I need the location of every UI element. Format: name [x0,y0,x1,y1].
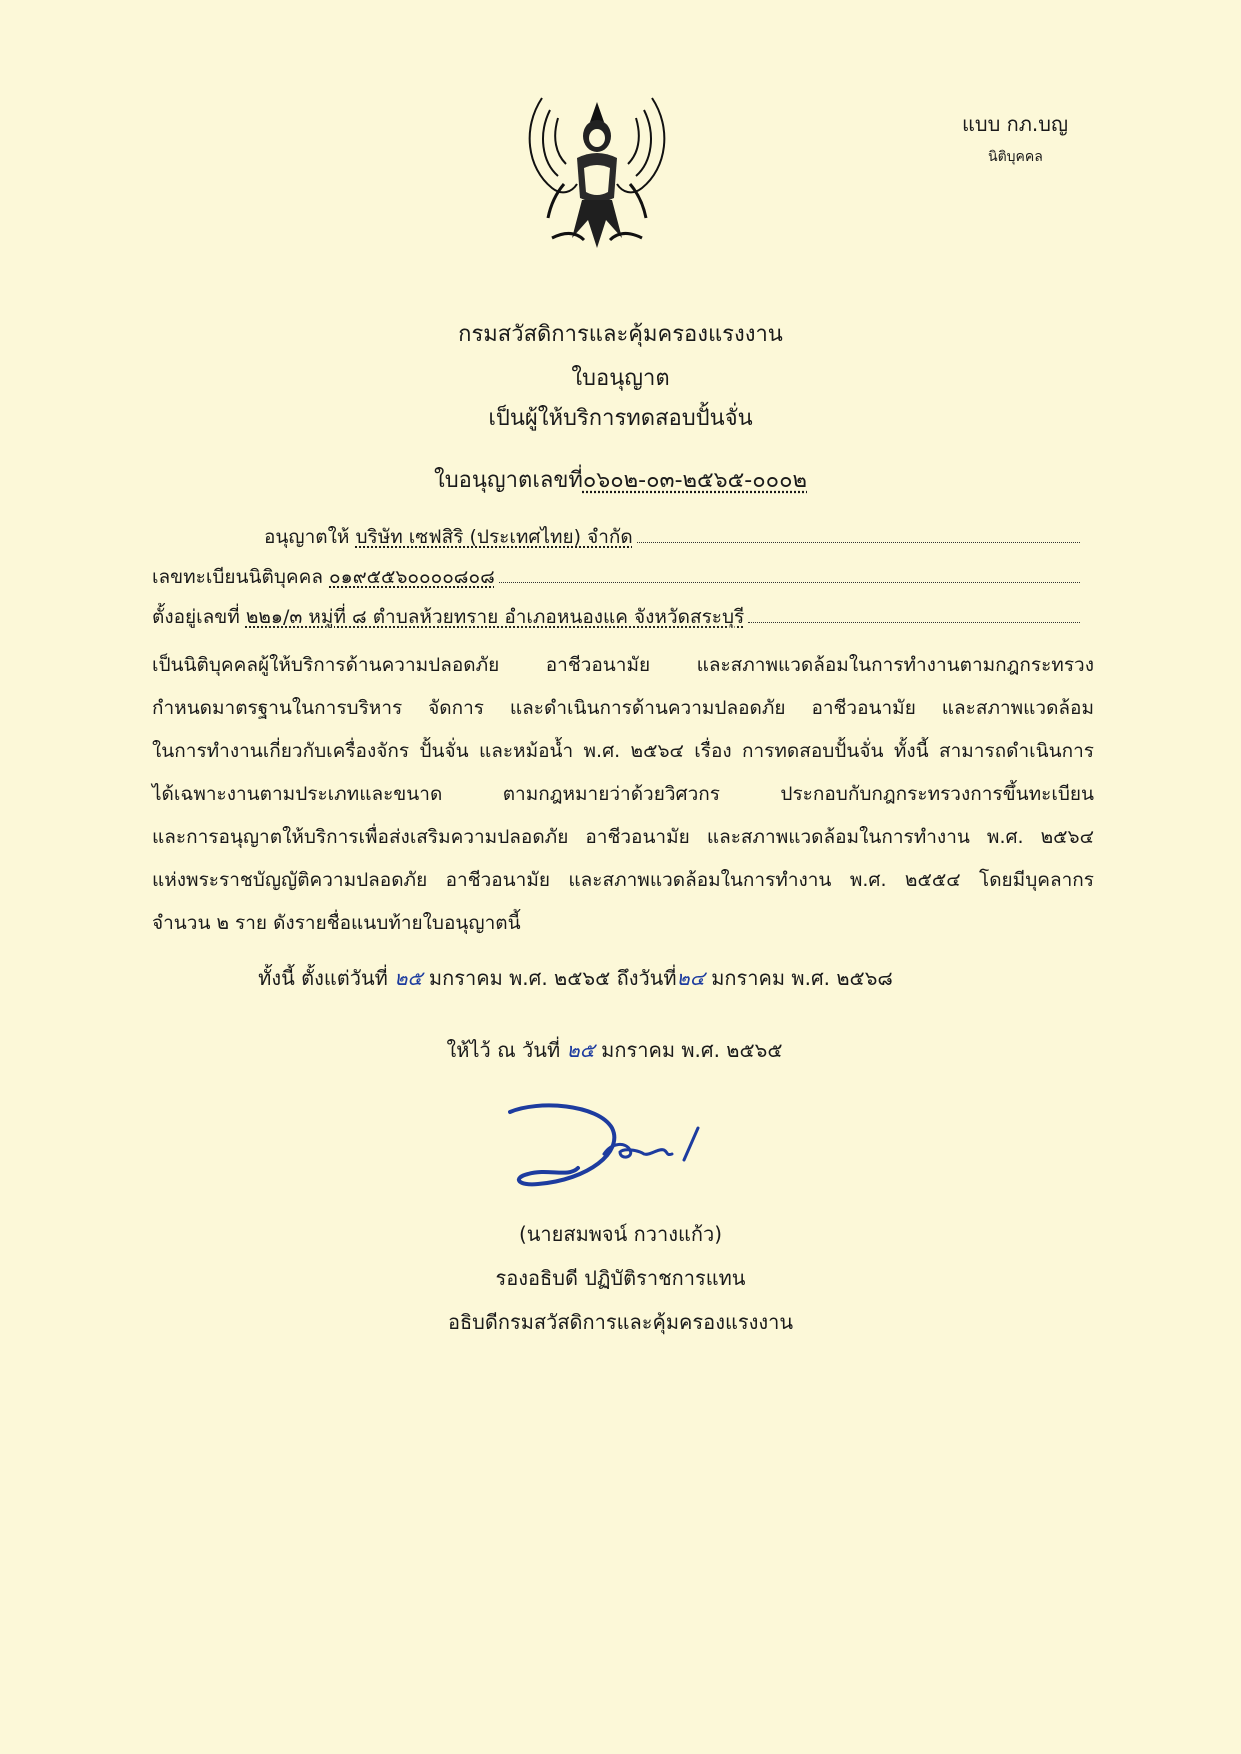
issued-prefix: ให้ไว้ ณ วันที่ [446,1038,561,1062]
registration-value: ๐๑๙๕๕๖๐๐๐๐๘๐๘ [329,566,495,588]
body-line: และการอนุญาตให้บริการเพื่อส่งเสริมความปลอดภัย อาชีวอนามัย และสภาพแวดล้อมในการทำงาน พ.ศ. ๒๕๖๔ [152,826,1094,848]
validity-end-month-year: มกราคม พ.ศ. ๒๕๖๘ [711,966,893,990]
validity-until: ถึงวันที่ [616,966,677,990]
body-line: เป็นนิติบุคคลผู้ให้บริการด้านความปลอดภัย อาชีวอนามัย และสภาพแวดล้อมในการทำงานตามกฎกระทรวง [152,654,1094,676]
address-line [152,602,1080,632]
issued-line [0,1034,1235,1066]
grantee-label: อนุญาตให้ [264,526,350,548]
department-heading: กรมสวัสดิการและคุ้มครองแรงงาน [458,322,783,347]
signatory-name: (นายสมพจน์ กวางแก้ว) [518,1222,723,1246]
signature-image [508,1098,718,1190]
grantee-line [264,522,1080,552]
form-code: แบบ กภ.บญ [962,112,1069,136]
validity-start-day: ๒๕ [394,966,423,990]
license-number-line [0,462,1241,497]
validity-prefix: ทั้งนี้ ตั้งแต่วันที่ [258,966,388,990]
dotted-leader [748,621,1080,623]
document-title: ใบอนุญาต [571,366,670,391]
form-type: นิติบุคคล [988,149,1043,165]
body-line: แห่งพระราชบัญญัติความปลอดภัย อาชีวอนามัย และสภาพแวดล้อมในการทำงาน พ.ศ. ๒๕๕๔ โดยมีบุคลากร [152,869,1094,891]
validity-end-day: ๒๔ [676,966,705,990]
body-line: จำนวน ๒ ราย ดังรายชื่อแนบท้ายใบอนุญาตนี้ [152,912,521,934]
dotted-leader [637,541,1080,543]
dotted-leader [499,581,1080,583]
address-value: ๒๒๑/๓ หมู่ที่ ๘ ตำบลห้วยทราย อำเภอหนองแค จังหวัดสระบุรี [245,606,745,628]
document-subtitle: เป็นผู้ให้บริการทดสอบปั้นจั่น [488,406,753,431]
address-label: ตั้งอยู่เลขที่ [152,606,240,628]
license-body-paragraph [152,644,1094,945]
issued-month-year: มกราคม พ.ศ. ๒๕๖๕ [601,1038,783,1062]
registration-line [152,562,1080,592]
signatory-position: รองอธิบดี ปฏิบัติราชการแทน [495,1266,746,1290]
validity-line [0,962,1196,994]
body-line: ได้เฉพาะงานตามประเภทและขนาด ตามกฎหมายว่าด้วยวิศวกร ประกอบกับกฎกระทรวงการขึ้นทะเบียน [152,783,1094,805]
body-line: ในการทำงานเกี่ยวกับเครื่องจักร ปั้นจั่น และหม้อน้ำ พ.ศ. ๒๕๖๔ เรื่อง การทดสอบปั้นจั่น ทั้งนี้ สามารถดำเนินการ [152,740,1094,762]
signatory-office: อธิบดีกรมสวัสดิการและคุ้มครองแรงงาน [447,1310,794,1334]
license-number-value: ๐๖๐๒-๐๓-๒๕๖๕-๐๐๐๒ [582,468,808,493]
grantee-value: บริษัท เซฟสิริ (ประเทศไทย) จำกัด [355,526,633,548]
body-line: กำหนดมาตรฐานในการบริหาร จัดการ และดำเนินการด้านความปลอดภัย อาชีวอนามัย และสภาพแวดล้อม [152,697,1094,719]
garuda-emblem-icon [522,88,672,256]
registration-label: เลขทะเบียนนิติบุคคล [152,566,323,588]
license-number-label: ใบอนุญาตเลขที่ [433,468,583,493]
issued-day: ๒๕ [566,1038,595,1062]
validity-start-month-year: มกราคม พ.ศ. ๒๕๖๕ [428,966,611,990]
